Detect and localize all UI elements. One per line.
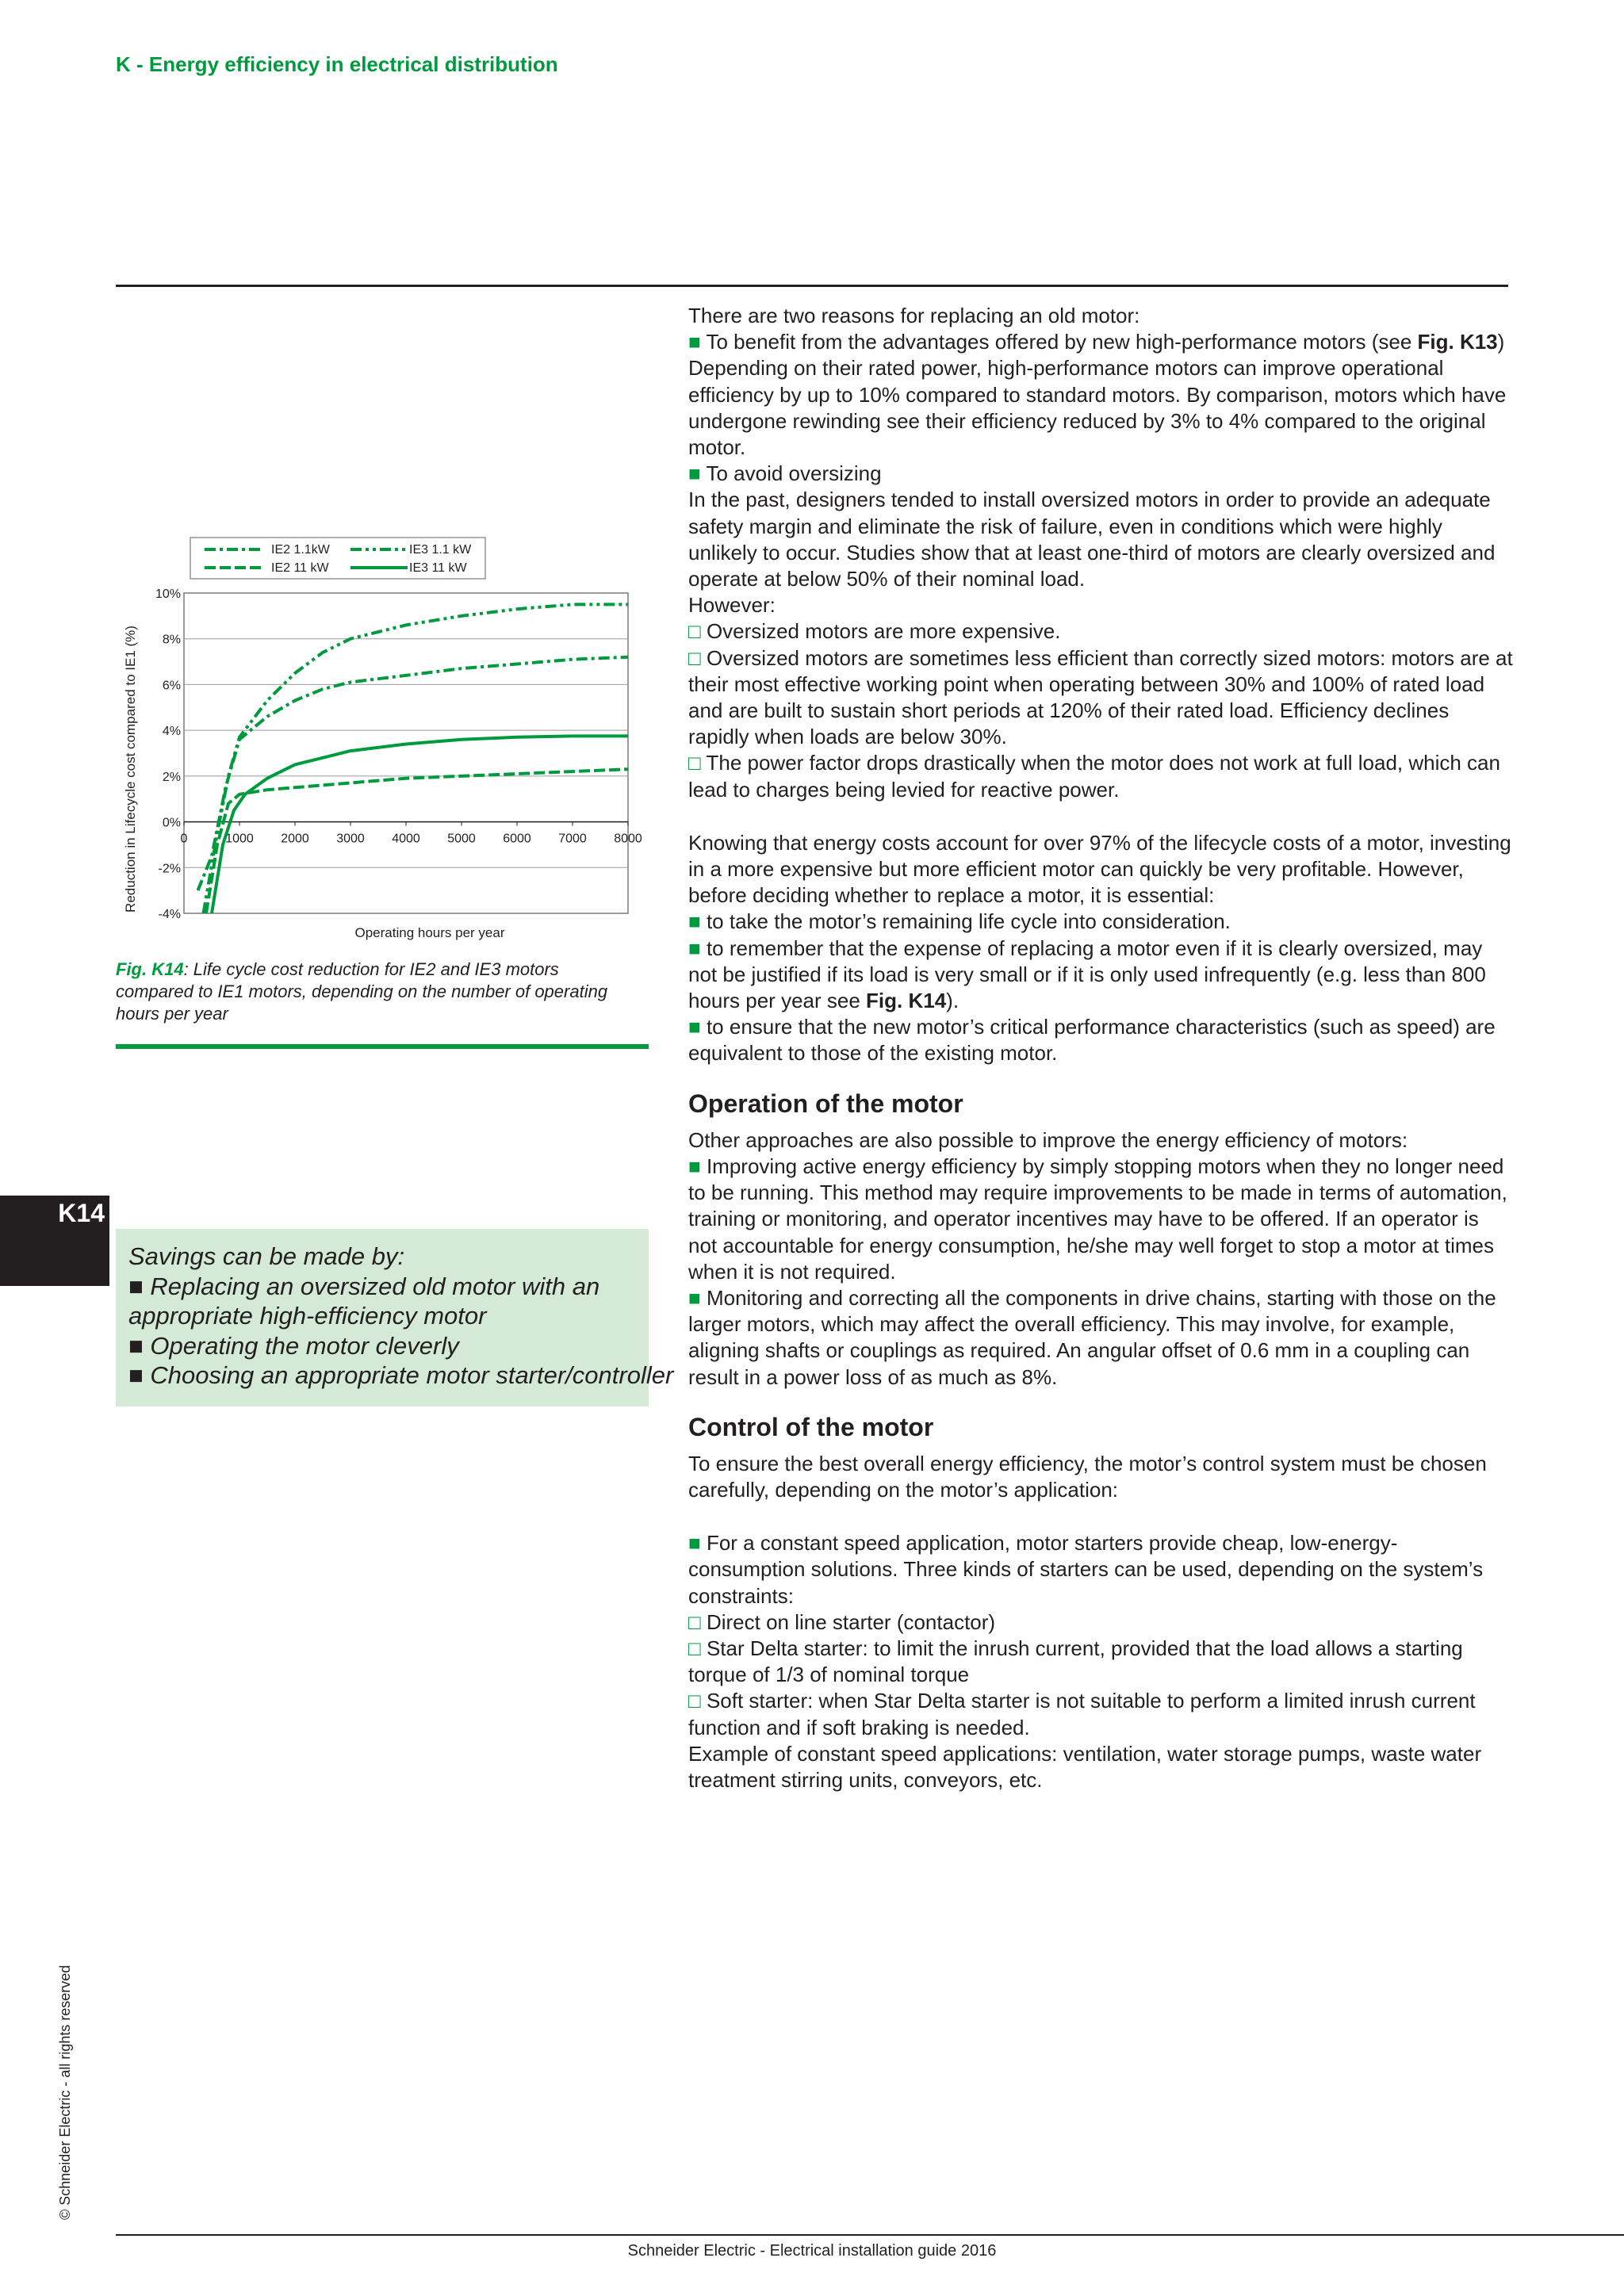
bullet-item: ■ For a constant speed application, motor starters provide cheap, low-energy-consumption solutions. Three kinds of starters can be used, depending on the system’s constraints: bbox=[688, 1531, 1484, 1608]
x-tick-label: 8000 bbox=[614, 832, 642, 846]
lifecycle-chart bbox=[116, 523, 655, 951]
y-tick-label: -2% bbox=[158, 862, 181, 876]
paragraph: In the past, designers tended to install oversized motors in order to provide an adequate safety margin and eliminate the risk of failure, even in conditions which were highly unlikely to occur. Studies show that at least one-third of motors are clearly oversized and operate at below 50% of their nominal load. bbox=[688, 488, 1496, 591]
paragraph: Depending on their rated power, high-performance motors can improve operational efficiency by up to 10% compared to standard motors. By comparison, motors which have undergone rewinding see their efficiency reduced by 3% to 4% compared to the original motor. bbox=[688, 356, 1507, 460]
sub-bullet-item: □ The power factor drops drastically when the motor does not work at full load, which can lead to charges being levied for reactive power. bbox=[688, 751, 1500, 802]
section-heading-control: Control of the motor bbox=[688, 1412, 934, 1441]
section-heading-operation: Operation of the motor bbox=[688, 1089, 963, 1118]
open-square-bullet-icon: □ bbox=[688, 1636, 701, 1660]
bullet-item: ■ To avoid oversizing bbox=[688, 461, 882, 486]
savings-item: ■ Operating the motor cleverly bbox=[128, 1331, 459, 1360]
bullet-item: ■ To benefit from the advantages offered by new high-performance motors (see Fig. K13) bbox=[688, 330, 1505, 354]
x-tick-label: 5000 bbox=[447, 832, 476, 846]
paragraph: Knowing that energy costs account for over 97% of the lifecycle costs of a motor, investing in a more expensive but more efficient motor can quickly be very profitable. However, before deciding whether to replace a motor, it is essential: bbox=[688, 830, 1511, 908]
paragraph: To ensure the best overall energy efficiency, the motor’s control system must be chosen carefully, depending on the motor’s application: bbox=[688, 1451, 1487, 1502]
open-square-bullet-icon: □ bbox=[688, 619, 701, 644]
paragraph: However: bbox=[688, 593, 776, 618]
y-tick-label: 10% bbox=[155, 587, 181, 601]
x-tick-label: 3000 bbox=[336, 832, 365, 846]
bullet-item: ■ to take the motor’s remaining life cycle into consideration. bbox=[688, 909, 1231, 934]
x-tick-label: 7000 bbox=[558, 832, 587, 846]
copyright-notice: © Schneider Electric - all rights reserved bbox=[57, 1965, 73, 2220]
bullet-item: ■ to remember that the expense of replacing a motor even if it is clearly oversized, may not be justified if its load is very small or if it is only used infrequently (e.g. less than 800 hours per year see Fig. K14). bbox=[688, 936, 1486, 1013]
y-tick-label: 0% bbox=[162, 816, 181, 830]
square-bullet-icon: ■ bbox=[688, 1531, 701, 1556]
y-tick-label: 6% bbox=[162, 679, 181, 693]
page-header-title: K - Energy efficiency in electrical distribution bbox=[116, 52, 558, 76]
square-bullet-icon: ■ bbox=[688, 909, 701, 934]
series-line bbox=[212, 736, 628, 913]
open-square-bullet-icon: □ bbox=[688, 1609, 701, 1634]
x-tick-label: 2000 bbox=[281, 832, 309, 846]
figure-ref: Fig. K14 bbox=[866, 989, 947, 1013]
series-line bbox=[198, 657, 629, 890]
legend-label: IE3 1.1 kW bbox=[409, 543, 472, 557]
open-square-bullet-icon: □ bbox=[688, 1689, 701, 1713]
savings-item: ■ Choosing an appropriate motor starter/controller bbox=[128, 1361, 674, 1389]
open-square-bullet-icon: □ bbox=[688, 751, 701, 775]
x-axis-title: Operating hours per year bbox=[354, 925, 505, 940]
bottom-divider bbox=[116, 2234, 1624, 2236]
top-divider bbox=[116, 285, 1508, 287]
square-bullet-icon: ■ bbox=[688, 1154, 701, 1178]
sub-bullet-item: □ Oversized motors are more expensive. bbox=[688, 619, 1061, 644]
square-bullet-icon: ■ bbox=[688, 1285, 701, 1310]
x-tick-label: 6000 bbox=[503, 832, 531, 846]
sub-bullet-item: □ Star Delta starter: to limit the inrush current, provided that the load allows a starting torque of 1/3 of nominal torque bbox=[688, 1636, 1463, 1687]
bullet-item: ■ Improving active energy efficiency by simply stopping motors when they no longer need to be running. This method may require improvements to be made in terms of automation, training or monitoring, and operator incentives may have to be offered. If an operator is not accountable for energy consumption, he/she may well forget to stop a motor at times when it is not required. bbox=[688, 1154, 1507, 1284]
plot-area bbox=[184, 593, 628, 913]
x-tick-label: 0 bbox=[180, 832, 188, 846]
y-tick-label: -4% bbox=[158, 908, 181, 921]
sub-bullet-item: □ Oversized motors are sometimes less efficient than correctly sized motors: motors are at their most effective working point when operating between 30% and 100% of rated load and are built to sustain short periods at 120% of their rated load. Efficiency declines rapidly when loads are below 30%. bbox=[688, 645, 1513, 749]
paragraph: Other approaches are also possible to improve the energy efficiency of motors: bbox=[688, 1127, 1408, 1152]
square-bullet-icon: ■ bbox=[688, 461, 701, 486]
savings-title: Savings can be made by: bbox=[128, 1242, 405, 1270]
open-square-bullet-icon: □ bbox=[688, 645, 701, 670]
square-bullet-icon: ■ bbox=[688, 936, 701, 960]
lifecycle-chart-svg bbox=[116, 523, 655, 951]
legend-label: IE2 11 kW bbox=[271, 561, 329, 575]
figure-caption-text: : Life cycle cost reduction for IE2 and IE3 motors compared to IE1 motors, depending on the number of operating hours per year bbox=[116, 959, 608, 1024]
sub-bullet-item: □ Soft starter: when Star Delta starter is not suitable to perform a limited inrush current function and if soft braking is needed. bbox=[688, 1689, 1476, 1739]
savings-box bbox=[116, 1229, 674, 1406]
bullet-item: ■ to ensure that the new motor’s critical performance characteristics (such as speed) are equivalent to those of the existing motor. bbox=[688, 1015, 1496, 1066]
savings-item: ■ Replacing an oversized old motor with an appropriate high-efficiency motor bbox=[128, 1272, 600, 1330]
bullet-item: ■ Monitoring and correcting all the components in drive chains, starting with those on the larger motors, which may affect the overall efficiency. This may involve, for example, aligning shafts or couplings as required. An angular offset of 0.6 mm in a coupling can result in a power loss of as much as 8%. bbox=[688, 1285, 1496, 1389]
x-tick-label: 4000 bbox=[392, 832, 420, 846]
figure-divider bbox=[116, 1044, 649, 1049]
y-axis-title: Reduction in Lifecycle cost compared to IE1 (%) bbox=[123, 626, 138, 913]
square-bullet-icon: ■ bbox=[688, 330, 701, 354]
y-tick-label: 4% bbox=[162, 725, 181, 739]
figure-label: Fig. K14 bbox=[116, 959, 184, 979]
paragraph: There are two reasons for replacing an old motor: bbox=[688, 304, 1140, 327]
main-text-column bbox=[688, 303, 1513, 1793]
page-footer: Schneider Electric - Electrical installation guide 2016 bbox=[627, 2242, 997, 2260]
figure-caption bbox=[116, 959, 623, 1025]
legend-label: IE3 11 kW bbox=[409, 561, 467, 575]
legend-label: IE2 1.1kW bbox=[271, 543, 330, 557]
y-tick-label: 8% bbox=[162, 633, 181, 647]
x-tick-label: 1000 bbox=[225, 832, 254, 846]
sub-bullet-item: □ Direct on line starter (contactor) bbox=[688, 1609, 996, 1634]
paragraph: Example of constant speed applications: ventilation, water storage pumps, waste water treatment stirring units, conveyors, etc. bbox=[688, 1741, 1482, 1792]
y-tick-label: 2% bbox=[162, 770, 181, 784]
page-number-tab: K14 bbox=[0, 1196, 109, 1286]
square-bullet-icon: ■ bbox=[688, 1015, 701, 1039]
series-line bbox=[204, 604, 629, 913]
figure-ref: Fig. K13 bbox=[1417, 330, 1498, 354]
